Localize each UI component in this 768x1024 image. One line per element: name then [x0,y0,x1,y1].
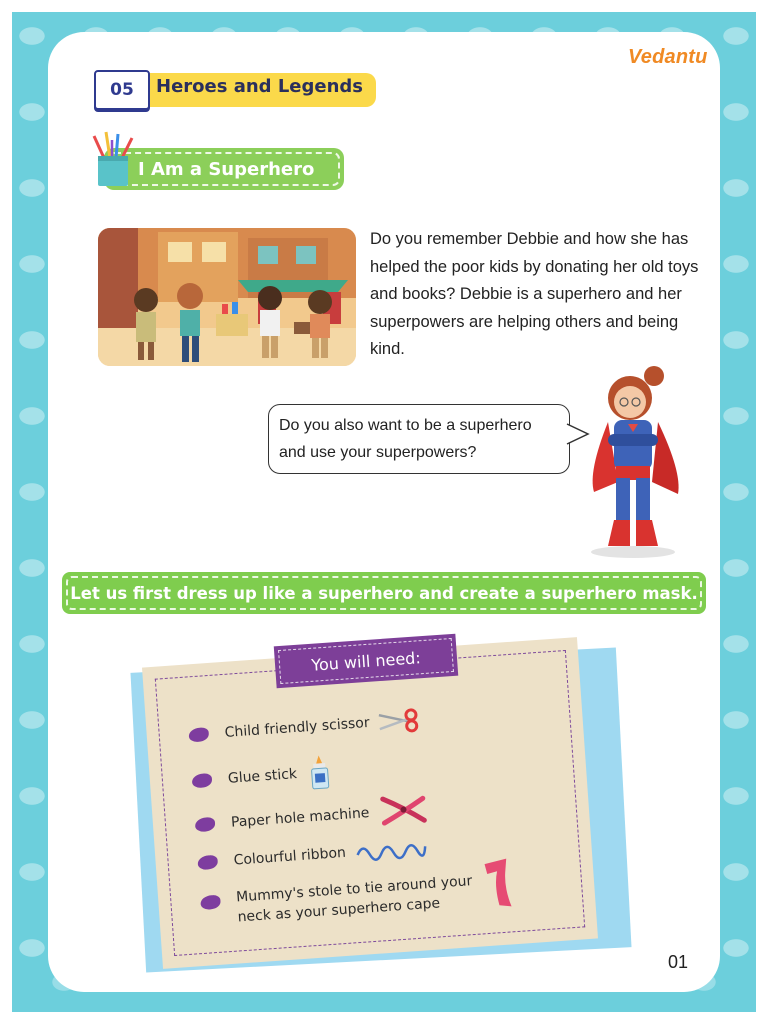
glue-icon [308,755,332,790]
bullet-icon [188,727,209,742]
material-label: Glue stick [227,766,298,787]
materials-card [142,637,598,969]
activity-banner-text: Let us first dress up like a superhero and create a superhero mask. [66,576,702,610]
stole-icon [480,854,518,912]
section-title-pill [104,148,344,190]
chapter-header [94,70,376,108]
bullet-icon [195,817,216,832]
activity-banner [62,572,706,614]
bullet-icon [192,773,213,788]
material-label: Colourful ribbon [233,844,347,869]
brand-logo: Vedantu [628,46,708,68]
section-title: I Am a Superhero [108,152,340,186]
pencil-cup-icon [90,130,138,188]
superhero-girl-illustration [578,362,688,562]
materials-heading: You will need: [278,638,454,684]
kids-donation-illustration [98,228,356,366]
chapter-title: Heroes and Legends [156,76,363,97]
speech-bubble: Do you also want to be a superhero and use your superpowers? [268,404,570,474]
page-number: 01 [668,952,689,972]
material-label: Paper hole machine [230,805,370,831]
intro-paragraph: Do you remember Debbie and how she has helped the poor kids by donating her old toys and books? Debbie is a superhero and her superpowers are helping others and being kind. [370,230,699,358]
chapter-number: 05 [94,70,150,110]
hole-punch-icon [378,792,428,829]
scissors-icon [377,706,423,735]
bullet-icon [200,895,221,910]
material-label: Mummy's stole to tie around your neck as your superhero cape [235,873,473,926]
bullet-icon [197,855,218,870]
material-label: Child friendly scissor [224,714,371,741]
